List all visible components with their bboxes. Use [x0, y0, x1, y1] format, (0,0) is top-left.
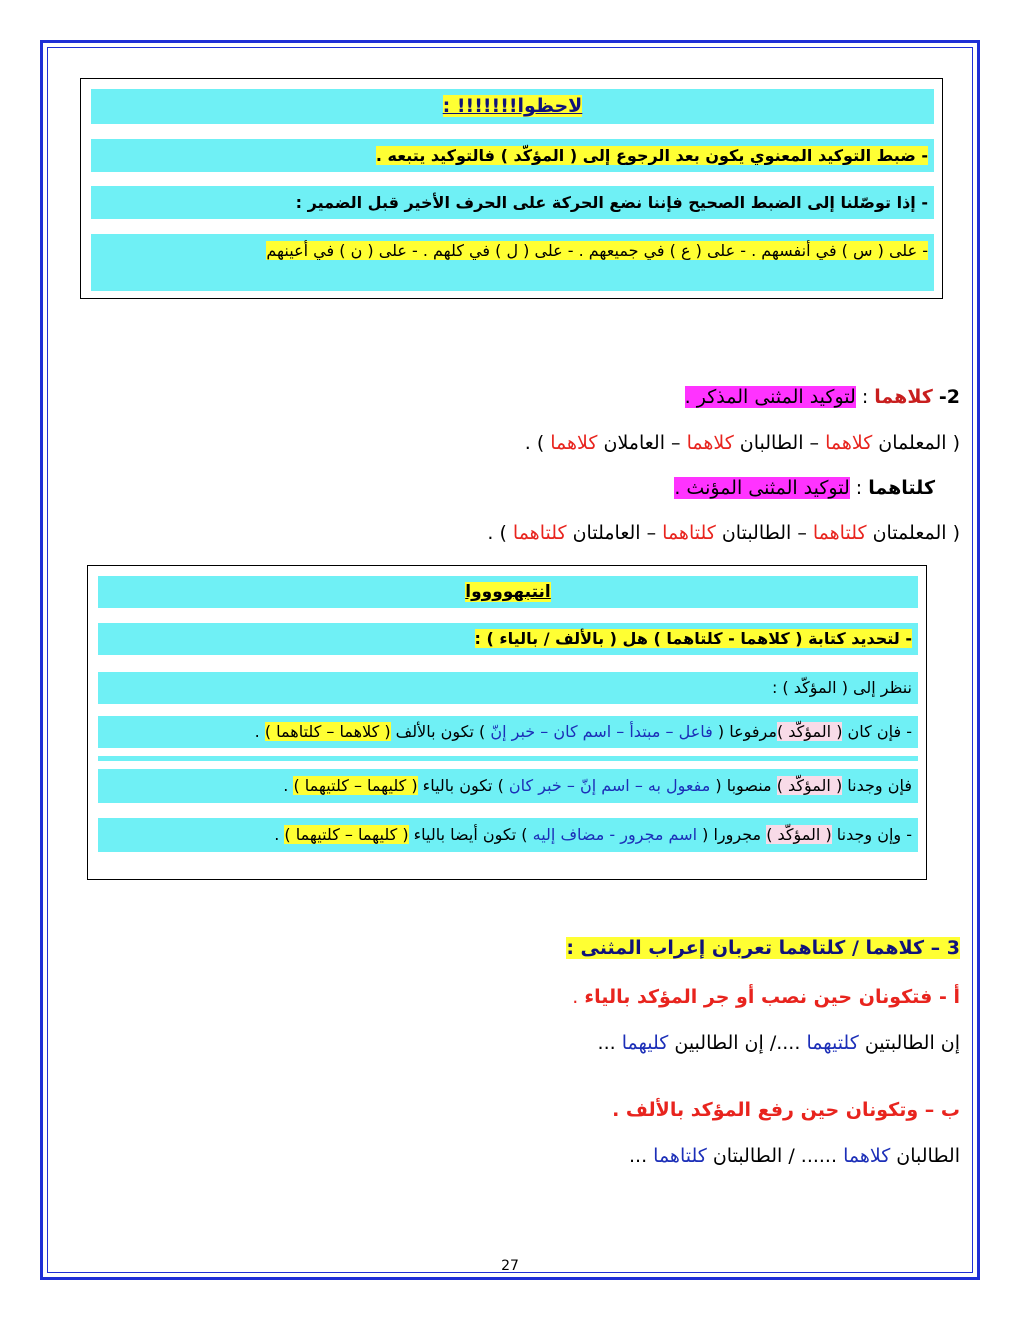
section-3-b-heading: ب – وتكونان حين رفع المؤكد بالألف . [612, 1099, 960, 1121]
notice-examples: - على ( س ) في أنفسهم . - على ( ع ) في جميعهم . - على ( ل ) في كلهم . - على ( ن ) في أعينهم [91, 234, 934, 291]
section-3-a-example: إن الطالبتين كلتيهما ..../ إن الطالبين كليهما ... [597, 1032, 960, 1054]
attention-look: ننظر إلى ( المؤكّد ) : [98, 672, 918, 704]
attention-rule-raised: - فإن كان ( المؤكّد )مرفوعا ( فاعل – مبتدأ – اسم كان – خبر إنّ ) تكون بالألف ( كلاهما – كلتاهما ) . [98, 716, 918, 748]
attention-rule-genitive: - وإن وجدنا ( المؤكّد ) مجرورا ( اسم مجرور - مضاف إليه ) تكون أيضا بالياء ( كليهما – كلتيهما ) . [98, 818, 918, 852]
section-2-feminine-heading: كلتاهما : لتوكيد المثنى المؤنث . [674, 477, 935, 499]
attention-title: انتبهووووا [465, 582, 551, 602]
attention-rule-accusative: فإن وجدنا ( المؤكّد ) منصوبا ( مفعول به – اسم إنّ – خبر كان ) تكون بالياء ( كليهما – كلتيهما ) . [98, 769, 918, 803]
attention-question: - لتحديد كتابة ( كلاهما - كلتاهما ) هل ( بالألف / بالياء ) : [98, 623, 918, 655]
section-3-b-example: الطالبان كلاهما ...... / الطالبتان كلتاهما ... [628, 1145, 960, 1167]
attention-box [87, 565, 927, 880]
attention-rule-raised-underline [98, 756, 918, 761]
section-3-a-heading: أ - فتكونان حين نصب أو جر المؤكد بالياء . [572, 986, 960, 1008]
page-number: 27 [501, 1258, 519, 1274]
notice-rule-2: - إذا توصّلنا إلى الضبط الصحيح فإننا نضع الحركة على الحرف الأخير قبل الضمير : [91, 186, 934, 219]
attention-title-bar [98, 576, 918, 608]
notice-title-bar [91, 89, 934, 124]
section-2-example-1: ( المعلمان كلاهما – الطالبان كلاهما – العاملان كلاهما ) . [524, 432, 960, 454]
section-3-heading: 3 – كلاهما / كلتاهما تعربان إعراب المثنى : [566, 937, 960, 959]
notice-box [80, 78, 943, 299]
notice-title: لاحظوا!!!!!!! : [442, 95, 583, 117]
section-2-heading: 2- كلاهما : لتوكيد المثنى المذكر . [684, 386, 960, 408]
notice-rule-1: - ضبط التوكيد المعنوي يكون بعد الرجوع إلى ( المؤكّد ) فالتوكيد يتبعه . [91, 139, 934, 172]
section-2-example-2: ( المعلمتان كلتاهما – الطالبتان كلتاهما – العاملتان كلتاهما ) . [487, 522, 960, 544]
